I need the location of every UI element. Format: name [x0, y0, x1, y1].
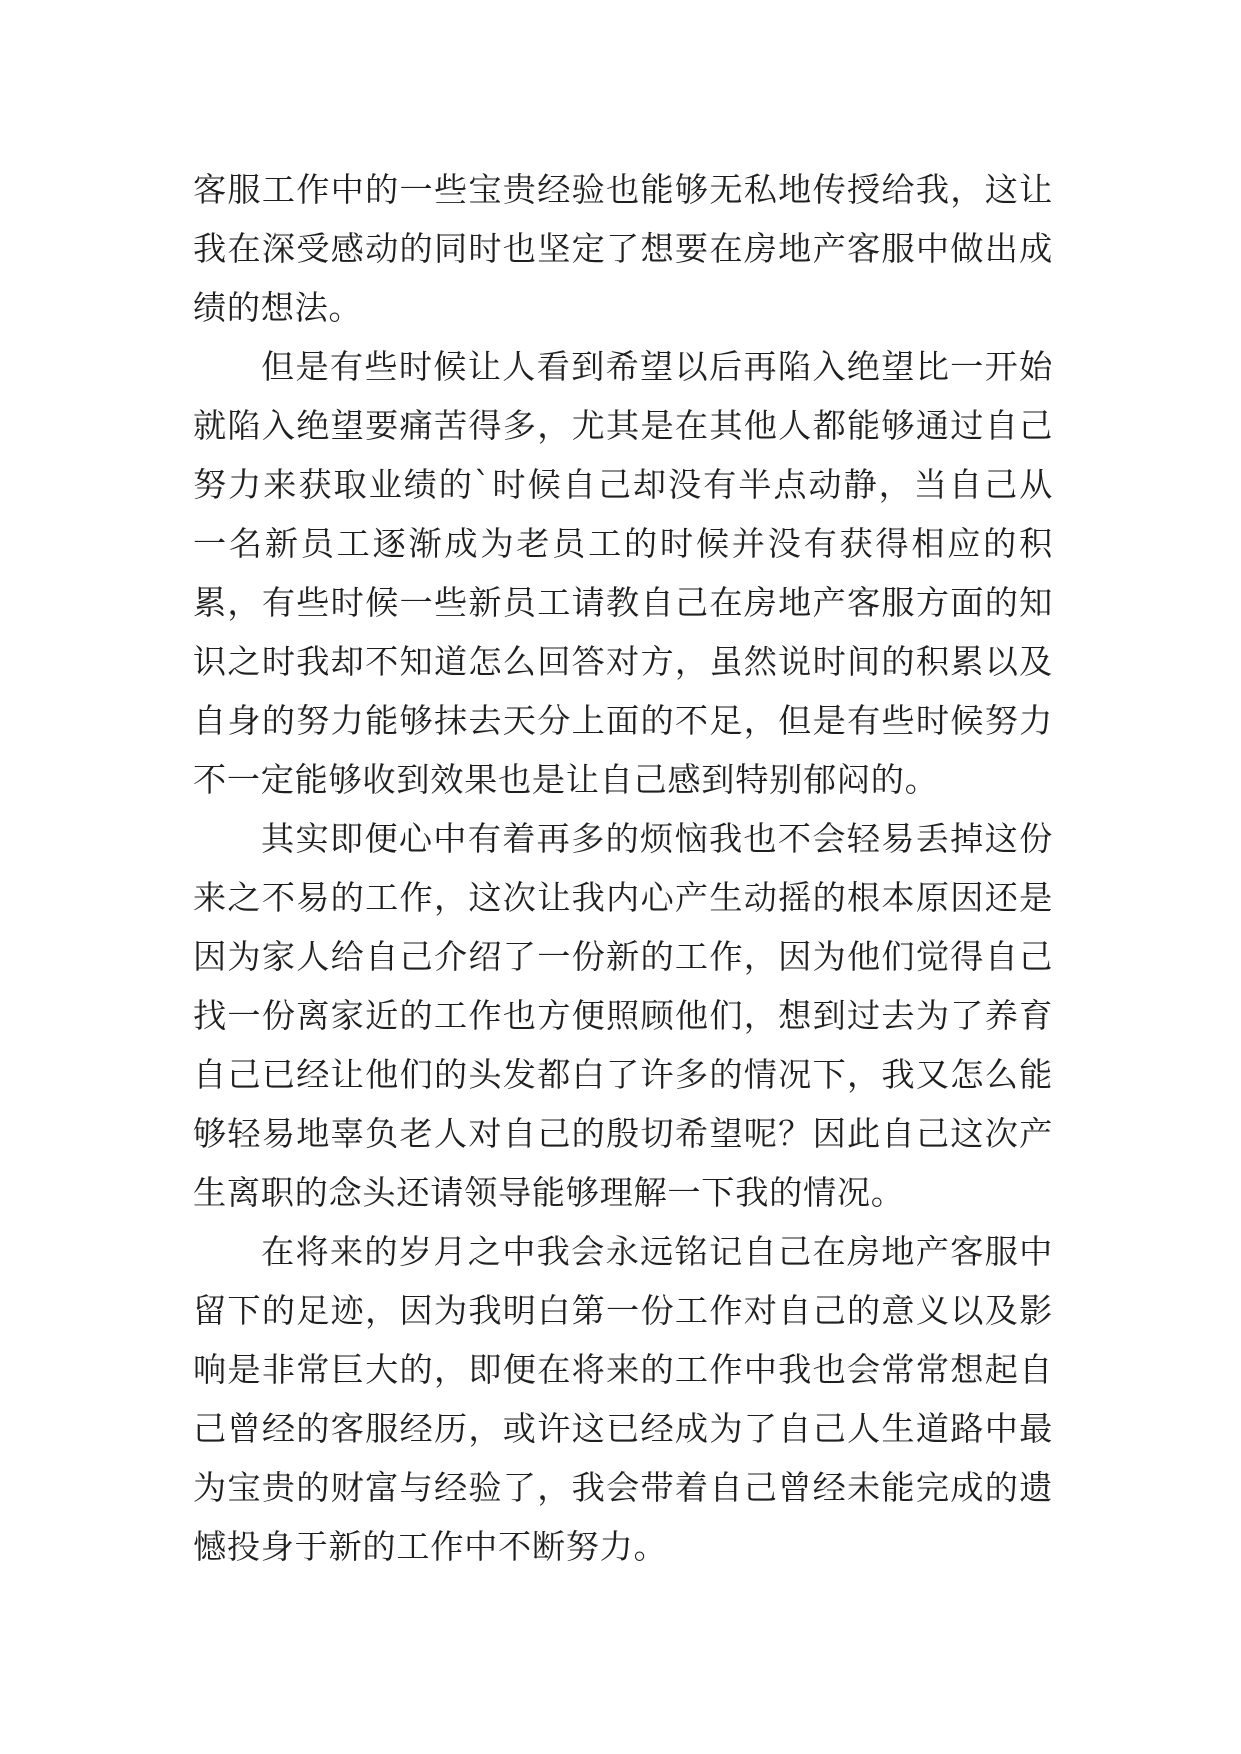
paragraph-resignation-reason: 其实即便心中有着再多的烦恼我也不会轻易丢掉这份来之不易的工作，这次让我内心产生动摇的根本原因还是因为家人给自己介绍了一份新的工作，因为他们觉得自己找一份离家近的工作也方便照顾他们，想到过去为了养育自己已经让他们的头发都白了许多的情况下，我又怎么能够轻易地辜负老人对自己的殷切希望呢？因此自己这次产生离职的念头还请领导能够理解一下我的情况。 — [193, 819, 1053, 1212]
paragraph-future: 在将来的岁月之中我会永远铭记自己在房地产客服中留下的足迹，因为我明白第一份工作对自己的意义以及影响是非常巨大的，即便在将来的工作中我也会常常想起自己曾经的客服经历，或许这已经成为了自己人生道路中最为宝贵的财富与经验了，我会带着自己曾经未能完成的遗憾投身于新的工作中不断努力。 — [193, 1232, 1053, 1566]
paragraph-continuation: 客服工作中的一些宝贵经验也能够无私地传授给我，这让我在深受感动的同时也坚定了想要在房地产客服中做出成绩的想法。 — [193, 170, 1053, 327]
paragraph-hope-and-despair: 但是有些时候让人看到希望以后再陷入绝望比一开始就陷入绝望要痛苦得多，尤其是在其他人都能够通过自己努力来获取业绩的`时候自己却没有半点动静，当自己从一名新员工逐渐成为老员工的时候并没有获得相应的积累，有些时候一些新员工请教自己在房地产客服方面的知识之时我却不知道怎么回答对方，虽然说时间的积累以及自身的努力能够抹去天分上面的不足，但是有些时候努力不一定能够收到效果也是让自己感到特别郁闷的。 — [193, 347, 1053, 799]
document-body — [193, 160, 1053, 1576]
